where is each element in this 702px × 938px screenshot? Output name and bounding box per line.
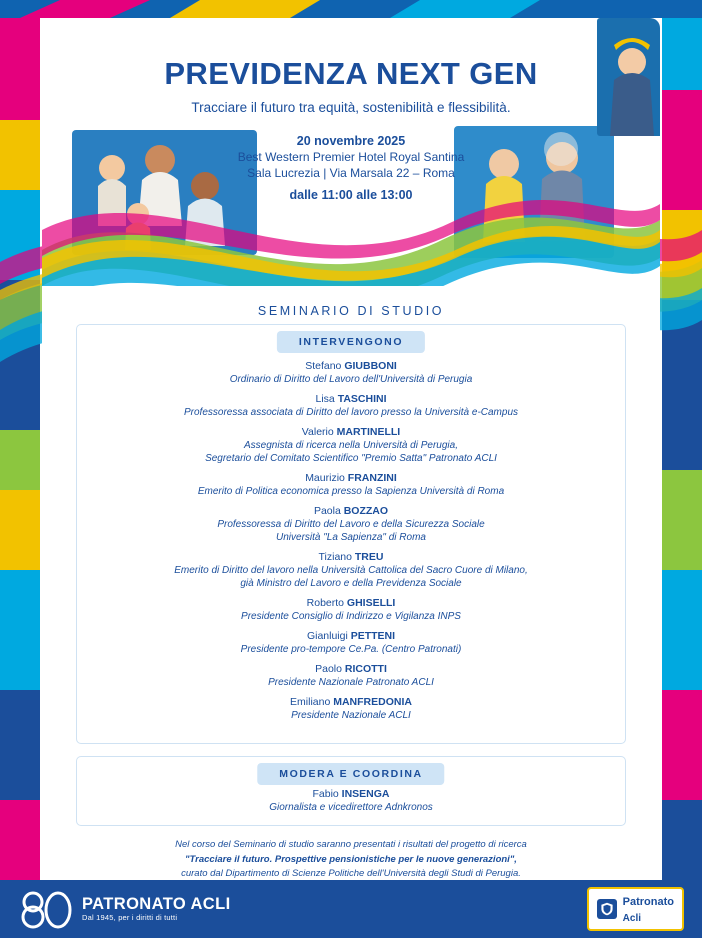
moderator-role: Giornalista e vicedirettore Adnkronos	[269, 802, 433, 813]
patronato-acli-logo	[587, 887, 684, 931]
speaker-name	[76, 696, 626, 708]
speaker-last-name: RICOTTI	[344, 663, 387, 675]
logo-words	[623, 893, 674, 925]
moderator-last: INSENGA	[341, 788, 390, 800]
footer-bar	[0, 880, 702, 938]
speaker-last-name: GIUBBONI	[344, 360, 397, 372]
speaker-first-name: Maurizio	[305, 472, 348, 484]
speaker-role: Presidente Nazionale Patronato ACLI	[268, 677, 434, 688]
footer-brand-name: PATRONATO ACLI	[82, 895, 231, 914]
speaker-last-name: BOZZAO	[343, 505, 389, 517]
speaker-first-name: Lisa	[315, 393, 338, 405]
speaker-name	[76, 630, 626, 642]
footer-brand-text	[82, 896, 231, 921]
speaker-first-name: Gianluigi	[306, 630, 351, 642]
speaker-role: Presidente pro-tempore Ce.Pa. (Centro Patronati)	[240, 644, 462, 655]
speaker-first-name: Tiziano	[318, 551, 355, 563]
logo-line-1: Patronato	[622, 896, 674, 908]
speaker-name	[76, 663, 626, 675]
event-address: Sala Lucrezia | Via Marsala 22 – Roma	[247, 165, 455, 180]
page-subtitle: Tracciare il futuro tra equità, sostenibilità e flessibilità.	[191, 99, 511, 115]
logo-line-2: Acli	[622, 913, 641, 924]
speakers-list	[76, 360, 626, 729]
section-label: SEMINARIO DI STUDIO	[257, 304, 445, 318]
speaker-entry	[76, 472, 626, 498]
speaker-last-name: MANFREDONIA	[333, 696, 412, 708]
speaker-last-name: PETTENI	[350, 630, 396, 642]
speaker-first-name: Paola	[313, 505, 344, 517]
speaker-name	[76, 597, 626, 609]
flyer-card	[42, 18, 660, 880]
moderator-first: Fabio	[312, 788, 342, 800]
speaker-name	[76, 505, 626, 517]
moderator-badge: MODERA E COORDINA	[257, 763, 444, 785]
speaker-name	[76, 426, 626, 438]
anniversary-80-icon	[18, 889, 72, 929]
speaker-last-name: FRANZINI	[347, 472, 397, 484]
footnote	[86, 838, 616, 880]
speaker-first-name: Roberto	[306, 597, 347, 609]
page-title: PREVIDENZA NEXT GEN	[164, 56, 538, 91]
speaker-entry	[76, 360, 626, 386]
footer-brand	[18, 889, 231, 929]
moderator-entry	[76, 788, 626, 814]
speaker-role: Emerito di Diritto del lavoro nella Università Cattolica del Sacro Cuore di Milano, già Ministro del Lavoro e della Previdenza Sociale	[174, 565, 528, 589]
shield-icon	[597, 899, 617, 919]
speaker-last-name: GHISELLI	[346, 597, 396, 609]
speaker-entry	[76, 630, 626, 656]
speaker-role: Emerito di Politica economica presso la Sapienza Università di Roma	[197, 486, 505, 497]
speaker-role: Professoressa di Diritto del Lavoro e della Sicurezza Sociale Università "La Sapienza" di Roma	[217, 519, 485, 543]
speaker-role: Presidente Consiglio di Indirizzo e Vigilanza INPS	[241, 611, 461, 622]
footer-brand-tagline: Dal 1945, per i diritti di tutti	[82, 912, 178, 922]
speaker-name	[76, 360, 626, 372]
moderator-name	[76, 788, 626, 800]
footnote-line-2: "Tracciare il futuro. Prospettive pensionistiche per le nuove generazioni",	[185, 853, 517, 865]
speaker-role: Assegnista di ricerca nella Università di Perugia, Segretario del Comitato Scientifico "Premio Satta" Patronato ACLI	[205, 440, 497, 464]
speaker-first-name: Stefano	[305, 360, 345, 372]
speakers-badge: INTERVENGONO	[277, 331, 425, 353]
speaker-name	[76, 472, 626, 484]
event-venue: Best Western Premier Hotel Royal Santina	[237, 149, 465, 164]
speaker-first-name: Paolo	[315, 663, 345, 675]
footnote-line-3: curato dal Dipartimento di Scienze Politiche dell'Università degli Studi di Perugia.	[181, 868, 521, 880]
speaker-entry	[76, 505, 626, 544]
footnote-line-1: Nel corso del Seminario di studio saranno presentati i risultati del progetto di ricerca	[175, 839, 527, 850]
event-meta	[42, 134, 660, 202]
event-date: 20 novembre 2025	[296, 133, 406, 148]
event-time: dalle 11:00 alle 13:00	[289, 187, 413, 202]
speaker-role: Ordinario di Diritto del Lavoro dell'Università di Perugia	[229, 374, 473, 385]
title-block	[42, 58, 660, 202]
speaker-role: Professoressa associata di Diritto del lavoro presso la Università e-Campus	[183, 407, 519, 418]
speaker-entry	[76, 426, 626, 465]
speaker-name	[76, 551, 626, 563]
speaker-name	[76, 393, 626, 405]
speaker-role: Presidente Nazionale ACLI	[291, 710, 411, 721]
speaker-first-name: Emiliano	[290, 696, 334, 708]
speaker-last-name: TREU	[354, 551, 384, 563]
speaker-entry	[76, 551, 626, 590]
speaker-entry	[76, 663, 626, 689]
speaker-last-name: MARTINELLI	[336, 426, 401, 438]
speaker-first-name: Valerio	[301, 426, 337, 438]
speaker-last-name: TASCHINI	[337, 393, 387, 405]
speaker-entry	[76, 696, 626, 722]
speaker-entry	[76, 393, 626, 419]
speaker-entry	[76, 597, 626, 623]
